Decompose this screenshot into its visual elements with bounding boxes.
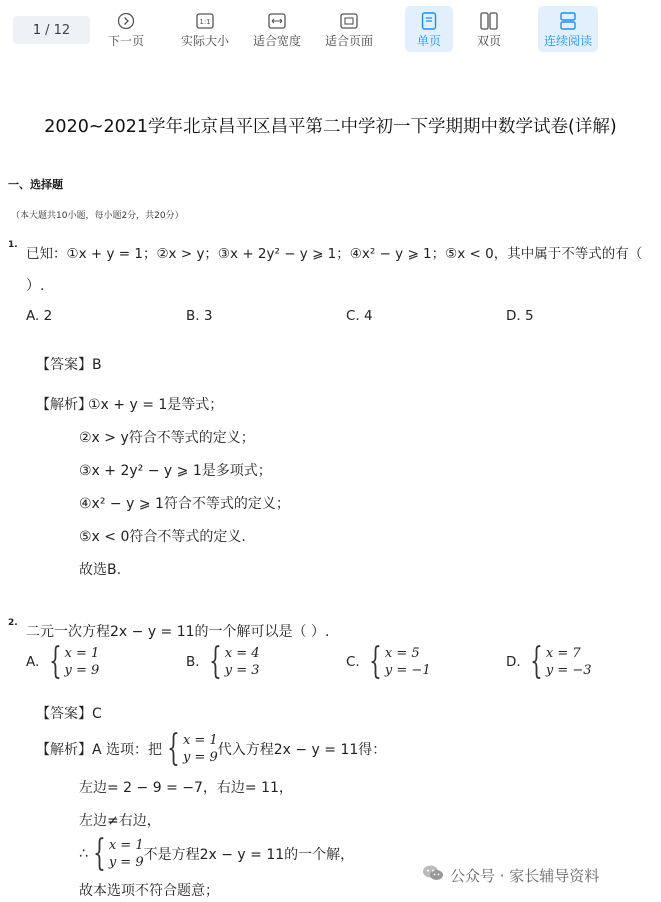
equation-row: x = 5 [384,646,420,661]
analysis-line: 左边≠右边， [79,813,161,829]
fit-width-button[interactable] [248,6,306,52]
single-page-button[interactable] [405,6,453,52]
svg-text:1:1: 1:1 [199,18,211,26]
page-total: / 12 [45,22,71,38]
fit-width-icon [268,10,286,32]
double-page-icon [480,10,498,32]
page-current: 1 [32,22,42,38]
equation-row: x = 1 [108,838,144,853]
question-number: 2. [8,618,18,628]
wechat-icon [422,864,444,886]
equation-system: { x = 4 y = 3 [209,641,260,682]
equation-row: x = 1 [64,646,100,661]
option-c: C. 4 [346,308,373,324]
analysis-label: 【解析】 [36,397,92,413]
analysis-line: ②x > y符合不等式的定义； [79,430,255,446]
option-b: B. 3 [186,308,213,324]
continuous-read-label: 连续阅读 [543,34,592,48]
double-page-button[interactable] [465,6,513,52]
actual-size-button[interactable] [176,6,234,52]
equation-system: { x = 1 y = 9 [167,728,218,769]
fit-page-label: 适合页面 [324,34,373,48]
question-stem: 已知：①x + y = 1；②x > y；③x + 2y² − y ⩾ 1；④x² − y ⩾ 1；⑤x < 0，其中属于不等式的有（ [26,246,643,262]
option-label: D. [506,654,521,670]
equation-system: { x = 7 y = −3 [530,641,592,682]
next-page-button[interactable] [101,6,151,52]
single-page-icon [421,10,437,32]
analysis-line: 左边= 2 − 9 = −7，右边= 11， [79,780,293,796]
analysis-line [36,728,387,769]
continuous-read-icon [559,10,577,32]
therefore-symbol: ∴ [79,846,88,862]
section-heading: 一、选择题 [8,178,63,191]
analysis-line [79,833,355,874]
analysis-text: 代入方程2x − y = 11得： [217,742,387,758]
equation-system: { x = 5 y = −1 [369,641,431,682]
equation-row: y = 3 [224,663,260,678]
option-c [346,641,431,682]
analysis-label: 【解析】 [36,742,92,758]
equation-system: { x = 1 y = 9 [48,641,100,682]
answer-label: 【答案】B [36,357,102,373]
equation-row: y = 9 [64,663,100,678]
equation-row: x = 1 [182,733,218,748]
answer-label: 【答案】C [36,706,102,722]
actual-size-label: 实际大小 [180,34,229,48]
option-a: A. 2 [26,308,53,324]
fit-width-label: 适合宽度 [252,34,301,48]
option-a [26,641,100,682]
option-d: D. 5 [506,308,534,324]
viewer-toolbar [0,0,661,58]
page-title: 2020~2021学年北京昌平区昌平第二中学初一下学期期中数学试卷(详解) [44,117,617,137]
watermark [422,864,599,886]
equation-row: y = 9 [108,855,144,870]
option-label: B. [186,654,200,670]
single-page-label: 单页 [416,34,441,48]
question-stem: 二元一次方程2x − y = 11的一个解可以是（ ）. [26,624,330,640]
equation-system: { x = 1 y = 9 [93,833,144,874]
analysis-line: ⑤x < 0符合不等式的定义. [79,529,246,545]
continuous-read-button[interactable] [538,6,598,52]
analysis-text: 不是方程2x − y = 11的一个解， [143,847,355,863]
section-note: （本大题共10小题，每小题2分，共20分） [11,211,184,221]
watermark-text: 公众号 · 家长辅导资料 [450,866,600,885]
option-label: A. [26,654,40,670]
question-number: 1. [8,240,18,250]
analysis-line: ③x + 2y² − y ⩾ 1是多项式； [79,463,272,479]
option-label: C. [346,654,360,670]
analysis-text: A 选项：把 [92,742,163,758]
equation-row: x = 7 [545,646,581,661]
next-page-label: 下一页 [107,34,144,48]
analysis-line: ④x² − y ⩾ 1符合不等式的定义； [79,496,290,512]
question-stem-cont: ）. [26,278,45,294]
analysis-line: 故选B. [79,562,122,578]
equation-row: x = 4 [224,646,260,661]
double-page-label: 双页 [476,34,501,48]
equation-row: y = −3 [545,663,592,678]
document-page [0,58,661,902]
fit-page-button[interactable] [320,6,378,52]
fit-page-icon [340,10,358,32]
option-b [186,641,260,682]
next-page-icon [117,10,135,32]
equation-row: y = −1 [384,663,431,678]
analysis-line: ①x + y = 1是等式； [88,397,224,413]
actual-size-icon [196,10,214,32]
page-indicator[interactable] [13,16,90,44]
analysis-line: 故本选项不符合题意； [79,883,219,899]
option-d [506,641,592,682]
equation-row: y = 9 [182,750,218,765]
